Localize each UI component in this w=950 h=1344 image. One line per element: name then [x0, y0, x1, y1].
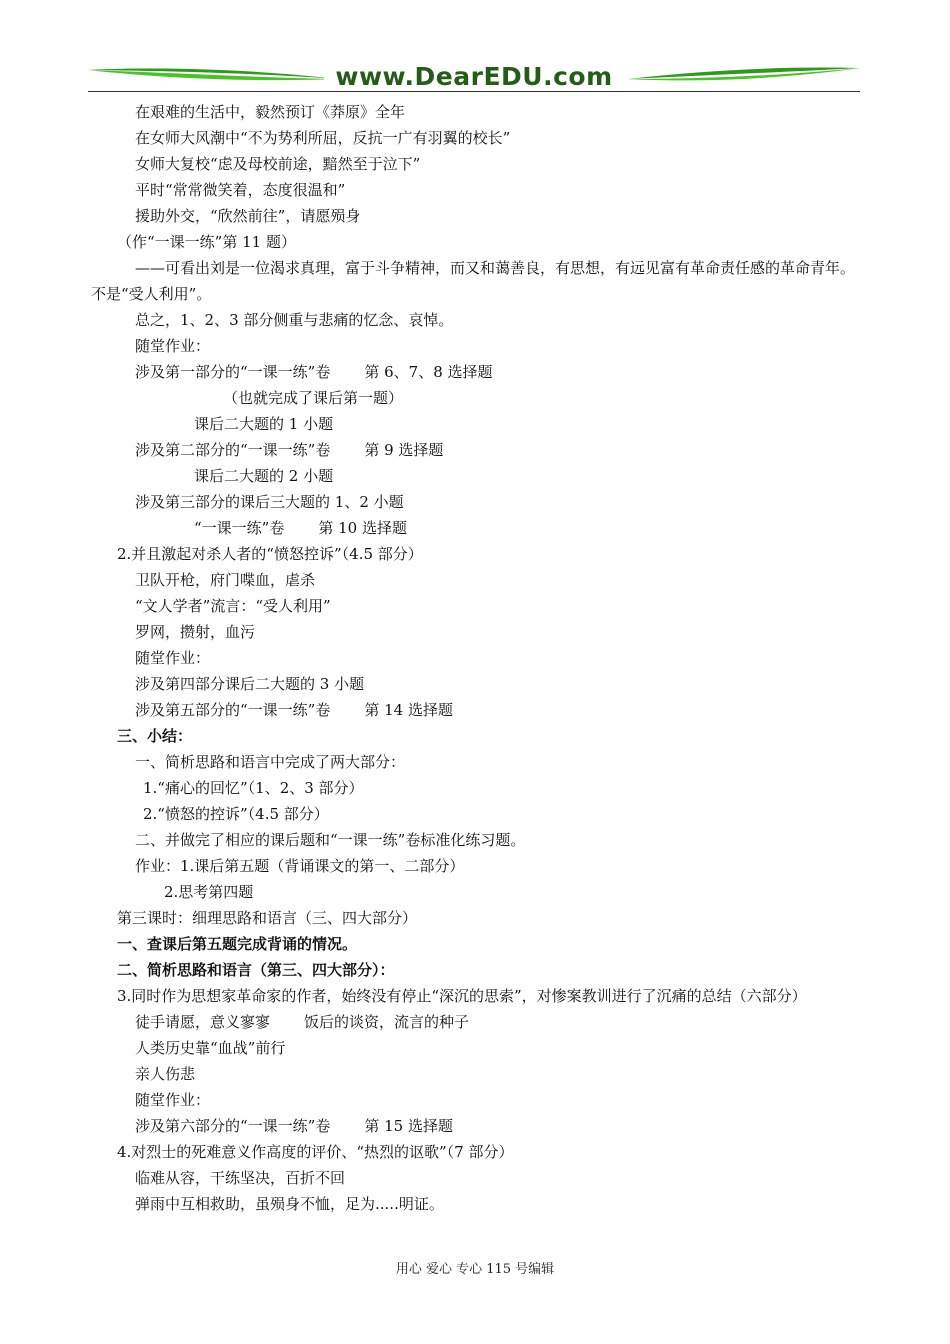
text-line: 罗网，攒射，血污 [135, 623, 256, 641]
text-line: 随堂作业： [135, 649, 211, 667]
text-paragraph: 3.同时作为思想家革命家的作者，始终没有停止“深沉的思索”，对惨案教训进行了沉痛的总结（六部分） [117, 987, 807, 1005]
text-line: 1.“痛心的回忆”（1、2、3 部分） [143, 779, 364, 797]
text-line: 第三课时：细理思路和语言（三、四大部分） [117, 909, 418, 927]
text-line: 涉及第三部分的课后三大题的 1、2 小题 [135, 493, 404, 511]
text-line: 涉及第四部分课后二大题的 3 小题 [135, 675, 365, 693]
text-line: 涉及第六部分的“一课一练”卷 第 15 选择题 [135, 1117, 453, 1135]
text-line: 涉及第五部分的“一课一练”卷 第 14 选择题 [135, 701, 453, 719]
site-brand-logo: www.DearEDU.com [324, 60, 624, 94]
text-line: 卫队开枪，府门喋血，虐杀 [135, 571, 316, 589]
text-line: 涉及第一部分的“一课一练”卷 第 6、7、8 选择题 [135, 363, 493, 381]
text-line: （也就完成了课后第一题） [223, 389, 404, 407]
header-divider [88, 91, 860, 92]
text-line: 4.对烈士的死难意义作高度的评价、“热烈的讴歌”（7 部分） [117, 1143, 514, 1161]
text-line: 徒手请愿，意义寥寥 饭后的谈资，流言的种子 [135, 1013, 470, 1031]
text-line: 在女师大风潮中“不为势利所屈，反抗一广有羽翼的校长” [135, 129, 511, 147]
text-line: 随堂作业： [135, 1091, 211, 1109]
text-line: 课后二大题的 1 小题 [194, 415, 334, 433]
document-body [91, 99, 863, 1217]
text-line: “文人学者”流言：“受人利用” [135, 597, 331, 615]
section-heading: 三、小结： [117, 727, 193, 745]
text-line: 2.并且激起对杀人者的“愤怒控诉”（4.5 部分） [117, 545, 423, 563]
text-line: 人类历史靠“血战”前行 [135, 1039, 286, 1057]
text-line: 二、并做完了相应的课后题和“一课一练”卷标准化练习题。 [135, 831, 526, 849]
page-footer: 用心 爱心 专心 115 号编辑 [395, 1262, 555, 1277]
text-line: 在艰难的生活中，毅然预订《莽原》全年 [135, 103, 406, 121]
text-line: 弹雨中互相救助，虽殒身不恤，足为.....明证。 [135, 1195, 444, 1213]
text-line: 随堂作业： [135, 337, 211, 355]
header-banner [88, 60, 860, 94]
text-line: 课后二大题的 2 小题 [194, 467, 334, 485]
text-line: 女师大复校“虑及母校前途，黯然至于泣下” [135, 155, 421, 173]
text-line: “一课一练”卷 第 10 选择题 [194, 519, 407, 537]
text-line: 平时“常常微笑着，态度很温和” [135, 181, 346, 199]
text-line: 2.“愤怒的控诉”（4.5 部分） [143, 805, 329, 823]
text-line: 涉及第二部分的“一课一练”卷 第 9 选择题 [135, 441, 444, 459]
text-line: 临难从容，干练坚决，百折不回 [135, 1169, 346, 1187]
text-line: 总之，1、2、3 部分侧重与悲痛的忆念、哀悼。 [135, 311, 454, 329]
text-line: 亲人伤悲 [135, 1065, 196, 1083]
text-line: 2.思考第四题 [164, 883, 254, 901]
text-line: 一、简析思路和语言中完成了两大部分： [135, 753, 406, 771]
text-line: 作业：1.课后第五题（背诵课文的第一、二部分） [135, 857, 465, 875]
section-heading: 一、查课后第五题完成背诵的情况。 [117, 935, 358, 953]
text-line: 援助外交，“欣然前往”，请愿殒身 [135, 207, 361, 225]
section-heading: 二、简析思路和语言（第三、四大部分）： [117, 961, 395, 979]
text-line: （作“一课一练”第 11 题） [117, 233, 296, 251]
summary-paragraph: ——可看出刘是一位渴求真理，富于斗争精神，而又和蔼善良，有思想，有远见富有革命责任感的革命青年。不是“受人利用”。 [91, 259, 856, 303]
